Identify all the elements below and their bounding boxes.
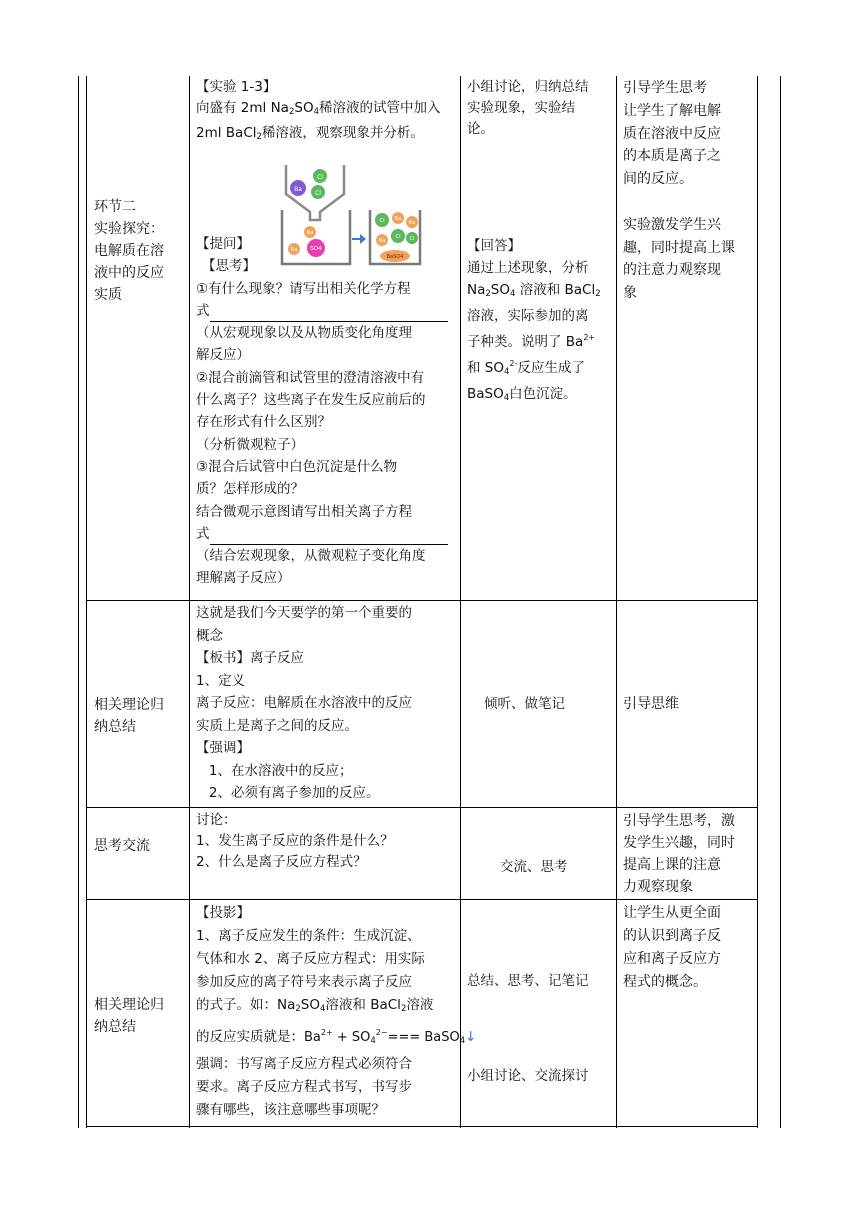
- design-line: 象: [623, 285, 637, 302]
- border-left: [86, 76, 87, 1128]
- row4-teacher: [196, 902, 477, 1122]
- row1-student: [467, 77, 612, 140]
- question-2: ②混合前滴管和试管里的澄清溶液中有: [196, 369, 425, 386]
- stage-line: 实验探究：: [94, 221, 164, 237]
- design-line: 趣，同时提高上课: [623, 239, 735, 256]
- border-col2: [460, 76, 461, 1128]
- stage-line: 相关理论归: [94, 997, 164, 1013]
- teacher-line: 这就是我们今天要学的第一个重要的: [196, 605, 412, 621]
- border-outer-right: [780, 76, 781, 1128]
- row1-teacher: [196, 77, 456, 148]
- row2-stage: [94, 694, 186, 738]
- ion-label: BaSO4: [386, 254, 404, 260]
- teacher-line: 强调：书写离子反应方程式必须符合: [196, 1056, 412, 1072]
- experiment-line: 向盛有 2ml $Na_2SO_4$稀溶液的试管中加入: [196, 100, 441, 117]
- design-line: 力观察现象: [623, 879, 693, 895]
- think-label: 【思考】: [202, 258, 256, 275]
- teacher-line: 2、什么是离子反应方程式？: [196, 854, 367, 870]
- row3-student: 交流、思考: [500, 859, 568, 875]
- ionic-equation: 的反应实质就是：$Ba^{2+} + SO_4^{2-}===$ BaSO$_4$↓: [196, 1028, 477, 1046]
- ion-label: Ba: [294, 186, 302, 193]
- teacher-line: 2、必须有离子参加的反应。: [196, 785, 380, 801]
- answer-line: 通过上述现象，分析: [467, 260, 589, 276]
- design-line: 让学生了解电解: [623, 102, 721, 119]
- down-arrow-icon: ↓: [465, 1029, 477, 1045]
- answer-line: 式: [196, 300, 456, 322]
- ask-label: 【提问】: [196, 236, 250, 252]
- design-line: 程式的概念。: [623, 974, 707, 990]
- stage-line: 电解质在溶: [94, 243, 164, 259]
- design-line: 的注意力观察现: [623, 262, 721, 279]
- row-border-2: [86, 807, 758, 808]
- answer-line: 溶液，实际参加的离: [467, 308, 589, 324]
- row2-teacher: [196, 602, 456, 805]
- border-col1: [189, 76, 190, 1128]
- design-line: [623, 191, 753, 214]
- teacher-line: 骤有哪些，该注意哪些事项呢？: [196, 1102, 385, 1118]
- stage-line: 纳总结: [94, 1019, 136, 1035]
- row2-student: 倾听、做笔记: [484, 696, 565, 712]
- teacher-line: 1、离子反应发生的条件：生成沉淀、: [196, 928, 421, 944]
- answer-line: 式: [196, 523, 456, 545]
- experiment-heading: 【实验 1-3】: [196, 79, 277, 95]
- ion-label: Na: [378, 238, 386, 244]
- teacher-line: 气体和水 2、离子反应方程式：用实际: [196, 951, 425, 967]
- teacher-line: 参加反应的离子符号来表示离子反应: [196, 974, 412, 990]
- row4-stage: [94, 994, 186, 1038]
- row3-teacher: [196, 810, 456, 873]
- experiment-line: 2ml BaCl$_2$稀溶液，观察现象并分析。: [196, 125, 424, 142]
- stage-line: 实质: [94, 287, 122, 303]
- row4-student-2: 小组讨论、交流探讨: [467, 1068, 589, 1084]
- border-col3: [616, 76, 617, 1128]
- ion-label: Cl: [395, 234, 401, 240]
- teacher-line: 实质上是离子之间的反应。: [196, 717, 358, 734]
- answer-line: 和 $SO_4^{2-}$反应生成了: [467, 359, 585, 377]
- design-line: 的本质是离子之: [623, 148, 721, 165]
- row3-stage: 思考交流: [94, 838, 150, 854]
- ion-label: Cl: [379, 218, 385, 224]
- row1-teacher-questions: [196, 233, 456, 590]
- teacher-line: 离子反应：电解质在水溶液中的反应: [196, 695, 412, 711]
- design-line: 引导学生思考: [623, 80, 707, 96]
- design-line: 间的反应。: [623, 171, 693, 188]
- teacher-line: 的式子。如：$Na_2SO_4$溶液和 BaCl$_2$溶液: [196, 997, 434, 1014]
- design-line: 质在溶液中反应: [623, 125, 721, 142]
- teacher-line: 1、定义: [196, 672, 246, 689]
- teacher-line: 【强调】: [196, 740, 250, 756]
- question-note: （分析微观粒子）: [196, 436, 304, 453]
- ion-label: Na: [306, 230, 314, 236]
- student-line: 实验现象，实验结: [467, 100, 575, 116]
- row4-design: [623, 902, 755, 994]
- ion-label: Cl: [315, 190, 321, 197]
- answer-line: BaSO$_4$白色沉淀。: [467, 386, 577, 403]
- row1-stage: [94, 196, 186, 306]
- teacher-line: 要求。离子反应方程式书写，书写步: [196, 1079, 412, 1095]
- teacher-line: 概念: [196, 627, 223, 644]
- stage-line: 液中的反应: [94, 265, 164, 281]
- question-3: 结合微观示意图请写出相关离子方程: [196, 503, 412, 520]
- question-note: （从宏观现象以及从物质变化角度理: [196, 325, 412, 342]
- row1-design: [623, 77, 753, 305]
- ion-label: Cl: [409, 236, 415, 242]
- design-line: 提高上课的注意: [623, 857, 721, 873]
- border-outer-left: [78, 76, 79, 1128]
- design-line: 发学生兴趣，同时: [623, 835, 735, 851]
- stage-line: 环节二: [94, 199, 136, 215]
- student-line: 论。: [467, 121, 494, 137]
- teacher-line: 1、在水溶液中的反应；: [196, 762, 353, 779]
- question-3: ③混合后试管中白色沉淀是什么物: [196, 458, 398, 475]
- answer-heading: 【回答】: [467, 238, 521, 254]
- design-line: 让学生从更全面: [623, 905, 721, 921]
- answer-line: $Na_2SO_4$ 溶液和 BaCl$_2$: [467, 282, 601, 299]
- design-line: 实验激发学生兴: [623, 216, 721, 233]
- design-line: 应和离子反应方: [623, 951, 721, 967]
- row-border-1: [86, 600, 758, 601]
- student-line: 小组讨论，归纳总结: [467, 79, 589, 95]
- ion-label: Cl: [317, 174, 323, 181]
- question-3: 质？怎样形成的？: [196, 481, 304, 498]
- answer-line: 子种类。说明了 $Ba^{2+}$: [467, 333, 596, 350]
- ion-label: Na: [290, 247, 298, 253]
- row-border-3: [86, 899, 758, 900]
- row3-design: [623, 810, 755, 898]
- question-2: 存在形式有什么区别？: [196, 414, 331, 431]
- design-line: 的认识到离子反: [623, 928, 721, 944]
- question-note: 解反应）: [196, 347, 250, 364]
- teacher-line: 讨论：: [196, 812, 237, 828]
- question-note: （结合宏观现象，从微观粒子变化角度: [196, 548, 426, 565]
- stage-line: 纳总结: [94, 719, 136, 735]
- row2-design: 引导思维: [623, 696, 679, 712]
- table-bottom: [86, 1126, 758, 1127]
- ion-label: Na: [394, 216, 402, 222]
- question-note: 理解离子反应）: [196, 570, 291, 587]
- ion-label: Na: [408, 220, 416, 226]
- ion-label: SO4: [310, 246, 322, 252]
- row4-student-1: 总结、思考、记笔记: [467, 973, 589, 989]
- stage-line: 相关理论归: [94, 697, 164, 713]
- teacher-line: 【板书】离子反应: [196, 650, 304, 666]
- question-1: ①有什么现象？请写出相关化学方程: [196, 280, 411, 297]
- border-right: [757, 76, 758, 1128]
- teacher-line: 1、发生离子反应的条件是什么？: [196, 833, 394, 849]
- question-2: 什么离子？这些离子在发生反应前后的: [196, 392, 426, 409]
- teacher-line: 【投影】: [196, 905, 250, 921]
- row1-student-answer: [467, 235, 609, 409]
- design-line: 引导学生思考，激: [623, 813, 735, 829]
